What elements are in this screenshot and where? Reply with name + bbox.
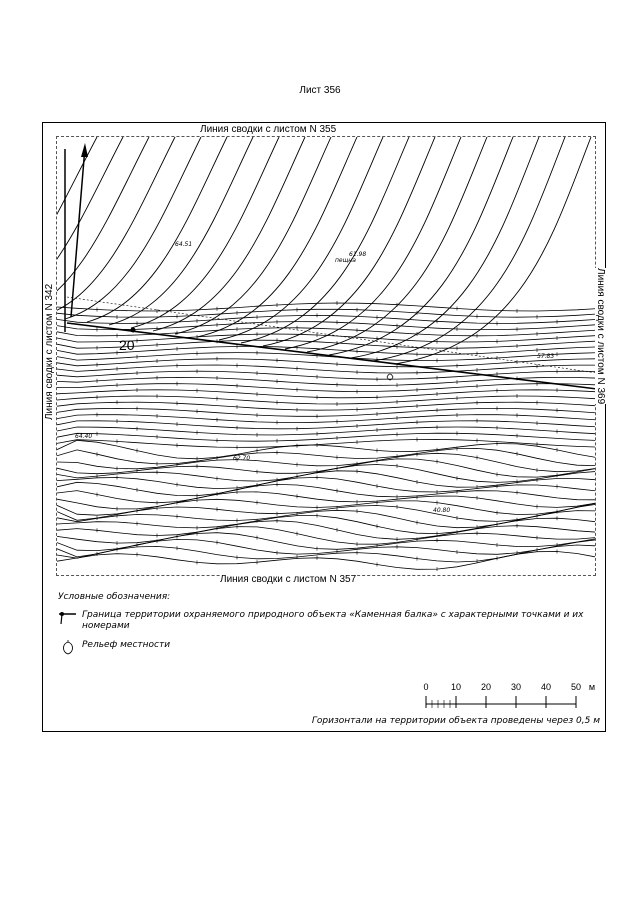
contour-line [57, 459, 596, 477]
contour-line [57, 137, 97, 307]
contour-line [153, 137, 305, 331]
contour-line [57, 439, 596, 447]
scale-unit: м [588, 682, 596, 692]
contour-map [57, 137, 596, 576]
contour-line [373, 137, 565, 361]
point-number-label: 20 [119, 337, 135, 353]
contour-line [57, 471, 596, 489]
neighbor-sheet-bottom: Линия сводки с листом N 357 [220, 574, 357, 585]
elevation-label: 62.70 [233, 455, 251, 462]
contour-line [57, 477, 596, 495]
elevation-label: 57.83 [537, 353, 555, 360]
scale-tick-label: 0 [423, 682, 429, 692]
contour-line [57, 427, 596, 435]
neighbor-sheet-right: Линия сводки с листом N 369 [595, 268, 606, 405]
contour-line [263, 137, 435, 346]
legend-relief-text: Рельеф местности [82, 640, 171, 650]
scale-tick-label: 20 [480, 682, 492, 692]
neighbor-sheet-left: Линия сводки с листом N 342 [44, 283, 55, 420]
scale-bar [420, 682, 610, 712]
contour-line [57, 510, 596, 527]
neighbor-sheet-top: Линия сводки с листом N 355 [200, 124, 337, 135]
boundary-point-20[interactable] [131, 328, 136, 333]
contour-line [57, 359, 596, 367]
contour-line [57, 527, 596, 545]
contour-lines-north [57, 137, 591, 364]
legend-boundary-text: Граница территории охраняемого природного объекта «Каменная балка» с характерными точками и их номерами [82, 610, 584, 631]
contour-line [57, 137, 149, 313]
contour-line [57, 545, 596, 562]
scale-tick-label: 10 [450, 682, 462, 692]
contour-line [57, 516, 596, 534]
scale-tick-label: 30 [510, 682, 522, 692]
contour-line [175, 137, 331, 334]
contour-line [57, 303, 596, 311]
relief-symbol-icon [58, 640, 78, 656]
elevation-label: 64.51 [175, 241, 193, 248]
elevation-label: 61.98 [349, 251, 367, 258]
contour-line [57, 371, 596, 379]
legend-item-boundary [58, 610, 598, 632]
map-area[interactable] [56, 136, 596, 576]
sheet-title: Лист 356 [299, 85, 341, 96]
contour-interval-note: Горизонтали на территории объекта проведены через 0,5 м [311, 716, 600, 726]
elevation-label: 40.80 [433, 507, 451, 514]
contour-line [57, 433, 596, 441]
contour-line [57, 492, 596, 509]
contour-line [57, 137, 123, 310]
contour-line [57, 353, 596, 361]
contour-line [241, 137, 409, 343]
contour-line [65, 137, 201, 319]
contour-line [57, 365, 596, 373]
scale-bar-graphic [420, 682, 610, 712]
legend-item-relief [58, 640, 598, 651]
scale-tick-label: 40 [540, 682, 552, 692]
legend-title: Условные обозначения: [58, 592, 171, 602]
scale-tick-label: 50 [570, 682, 582, 692]
north-arrow-icon [81, 143, 88, 157]
feature-label: пещна [335, 257, 356, 264]
contour-line [57, 465, 596, 483]
boundary-symbol-icon [58, 610, 78, 626]
contour-lines-south [57, 303, 596, 569]
legend [58, 592, 598, 659]
elevation-label: 64.40 [75, 433, 93, 440]
